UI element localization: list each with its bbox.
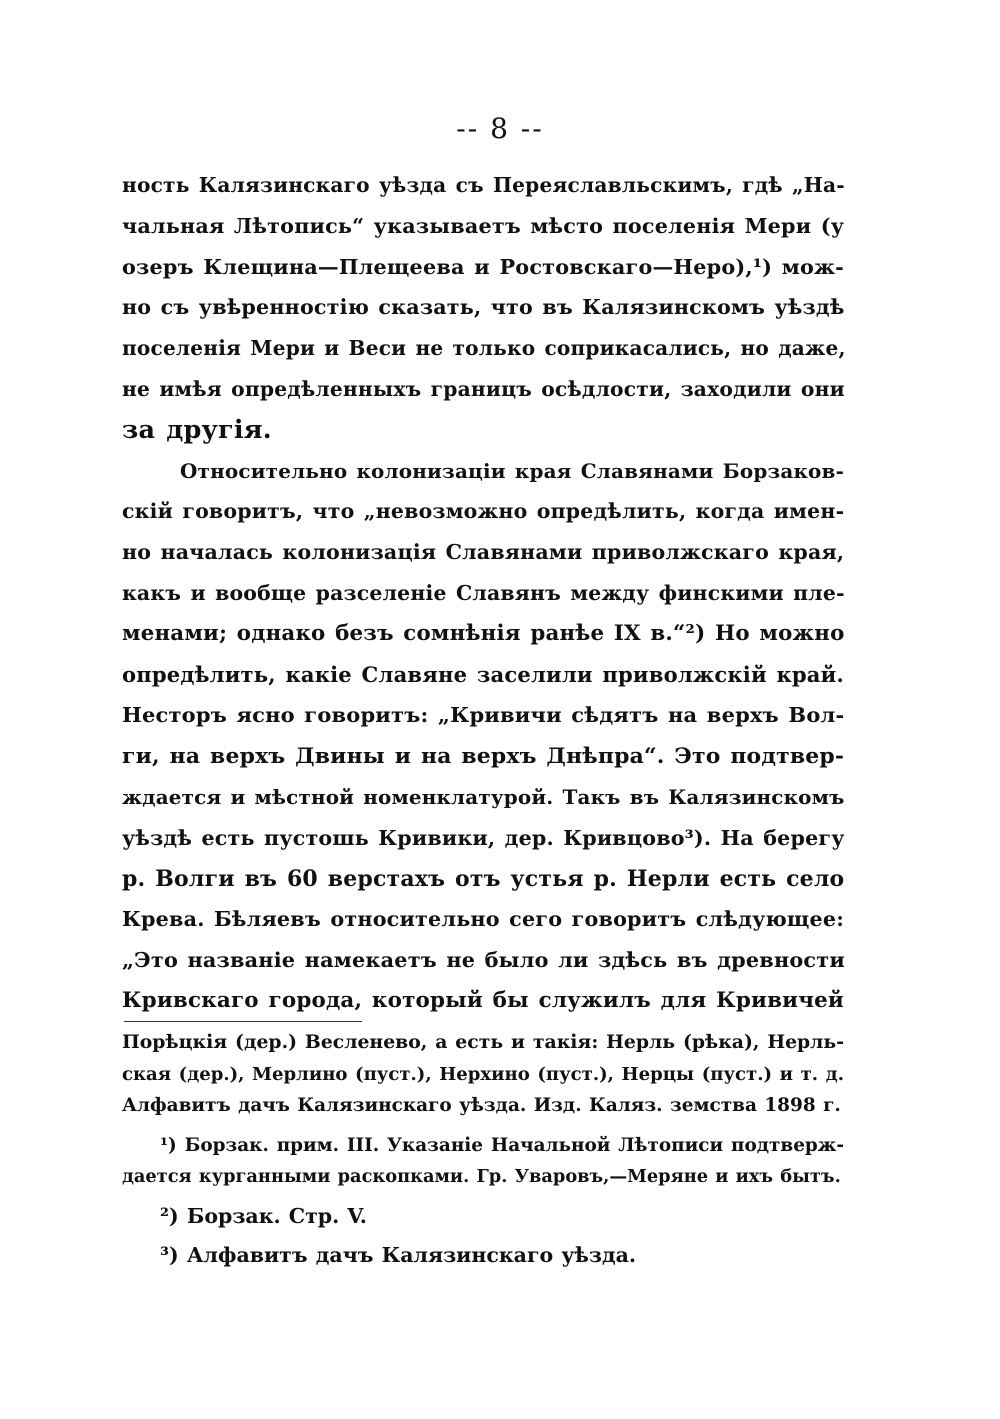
text-line: уѣздѣ есть пустошь Кривики, дер. Кривцово³). На берегу	[122, 825, 845, 850]
footnote-line: ²) Борзак. Стр. V.	[160, 1203, 367, 1228]
footnote-1	[122, 1130, 844, 1193]
footnote-3	[122, 1240, 844, 1272]
text-line: р. Волги въ 60 верстахъ отъ устья р. Нерли есть село	[122, 865, 845, 892]
text-line: Несторъ ясно говоритъ: „Кривичи сѣдятъ на верхъ Вол-	[122, 702, 845, 728]
main-text-block	[122, 165, 844, 1022]
footnote-line: Порѣцкія (дер.) Весленево, а есть и такія: Нерль (рѣка), Нерль-	[122, 1031, 844, 1053]
text-line: скій говоритъ, что „невозможно опредѣлить, когда имен-	[122, 499, 845, 524]
text-line: за другія.	[122, 414, 272, 445]
footnote-line: ¹) Борзак. прим. III. Указаніе Начальной Лѣтописи подтверж-	[160, 1134, 844, 1156]
footnote-continuation	[122, 1027, 844, 1122]
footnote-2	[122, 1201, 844, 1233]
page-number: -- 8 --	[456, 112, 544, 145]
paragraph-start-line: Относительно колонизаціи края Славянами Борзаков-	[180, 458, 845, 483]
text-line: озеръ Клещина—Плещеева и Ростовскаго—Неро),¹) мож-	[122, 254, 844, 279]
text-line: ги, на верхъ Двины и на верхъ Днѣпра“. Это подтвер-	[122, 743, 845, 770]
footnote-line: ³) Алфавитъ дачъ Калязинскаго уѣзда.	[160, 1243, 637, 1267]
text-line: ждается и мѣстной номенклатурой. Такъ въ Калязинскомъ	[122, 784, 845, 809]
text-line: опредѣлить, какіе Славяне заселили приволжскій край.	[122, 661, 844, 687]
text-line: но началась колонизація Славянами приволжскаго края,	[122, 540, 845, 565]
text-line: но съ увѣренностію сказать, что въ Калязинскомъ уѣздѣ	[122, 295, 845, 320]
text-line: Крева. Бѣляевъ относительно сего говоритъ слѣдующее:	[122, 907, 845, 932]
footnotes-block	[122, 1027, 844, 1272]
text-line: какъ и вообще разселеніе Славянъ между финскими пле-	[122, 580, 845, 605]
text-line: не имѣя опредѣленныхъ границъ осѣдлости, заходили они	[122, 376, 845, 401]
footnote-line: дается курганными раскопками. Гр. Уваровъ,—Меряне и ихъ бытъ.	[122, 1166, 841, 1187]
text-line: поселенія Мери и Веси не только соприкасались, но даже,	[122, 336, 846, 361]
text-line: ность Калязинскаго уѣзда съ Переяславльскимъ, гдѣ „На-	[122, 173, 845, 197]
footnote-separator	[124, 1021, 362, 1022]
text-line: „Это названіе намекаетъ не было ли здѣсь въ древности	[122, 947, 845, 973]
text-line: чальная Лѣтопись“ указываетъ мѣсто поселенія Мери (у	[122, 213, 845, 238]
text-line: Кривскаго города, который бы служилъ для Кривичей	[122, 987, 844, 1013]
footnote-line: ская (дер.), Мерлино (пуст.), Нерхино (пуст.), Нерцы (пуст.) и т. д.	[122, 1063, 844, 1085]
text-line: менами; однако безъ сомнѣнія ранѣе IX в.“²) Но можно	[122, 620, 845, 646]
footnote-line: Алфавитъ дачъ Калязинскаго уѣзда. Изд. Каляз. земства 1898 г.	[122, 1095, 841, 1116]
